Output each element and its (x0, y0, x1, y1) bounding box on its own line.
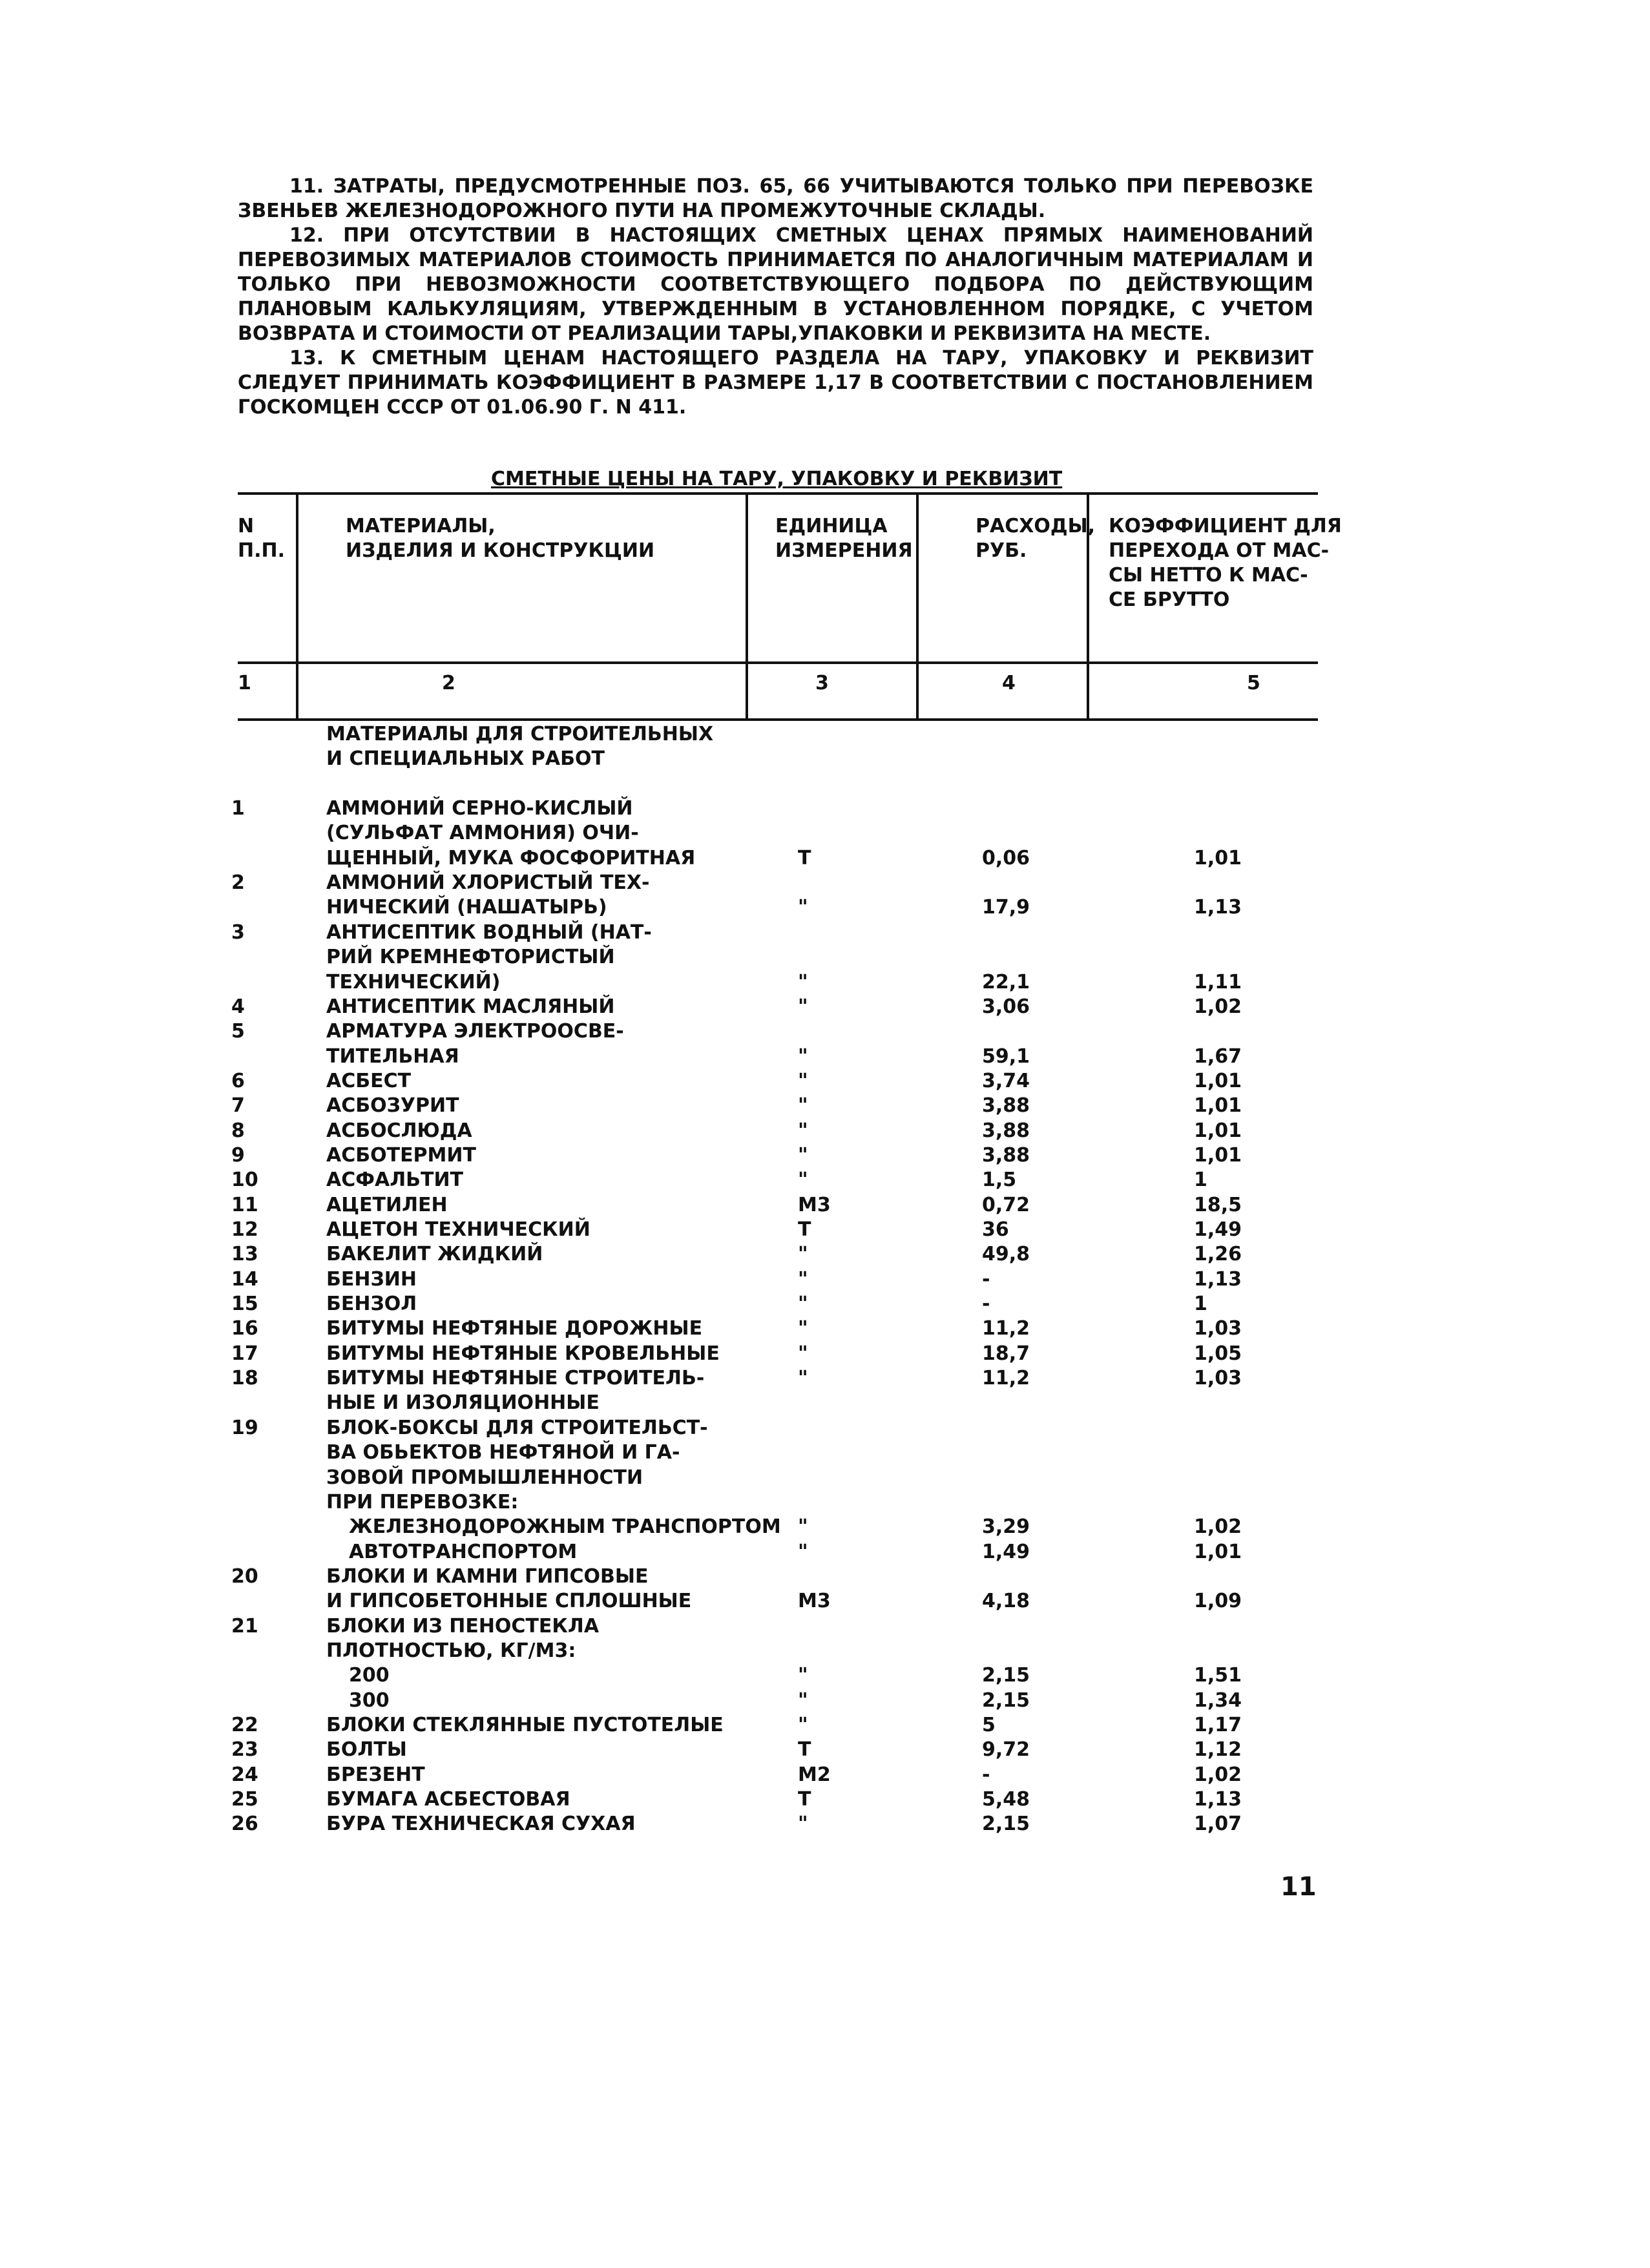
header-name-line: ИЗДЕЛИЯ И КОНСТРУКЦИИ (346, 539, 655, 562)
table-row (0, 1614, 1650, 1639)
row-cost: 3,88 (982, 1094, 1030, 1118)
row-number: 15 (231, 1293, 258, 1316)
table-row (0, 895, 1650, 920)
row-coefficient: 1,03 (1194, 1367, 1242, 1390)
table-row (0, 1019, 1650, 1044)
table-row (0, 1168, 1650, 1192)
row-coefficient: 1,17 (1194, 1714, 1242, 1736)
row-number: 7 (231, 1094, 245, 1118)
table-row (0, 1416, 1650, 1441)
row-material-name: АНТИСЕПТИК МАСЛЯНЫЙ (326, 995, 615, 1018)
row-unit: " (798, 1045, 808, 1068)
row-cost: 4,18 (982, 1590, 1030, 1613)
table-row (0, 1663, 1650, 1688)
row-unit: " (798, 1293, 808, 1316)
table-row (0, 821, 1650, 846)
row-material-name: 300 (349, 1689, 390, 1712)
row-cost: 11,2 (982, 1317, 1030, 1340)
table-row (0, 1242, 1650, 1267)
row-number: 9 (231, 1143, 245, 1167)
header-coef-line: СЫ НЕТТО К МАС- (1109, 564, 1308, 587)
note-13: 13. К СМЕТНЫМ ЦЕНАМ НАСТОЯЩЕГО РАЗДЕЛА НА ТАРУ, УПАКОВКУ И РЕКВИЗИТ СЛЕДУЕТ ПРИНИМАТЬ КОЭФФИЦИЕНТ В РАЗМЕРЕ 1,17 В СООТВЕТСТВИИ С ПОСТАНОВЛЕНИЕМ ГОСКОМЦЕН СССР ОТ 01.06.90 Г. N 411. (238, 347, 1313, 419)
row-number: 26 (231, 1813, 258, 1836)
row-unit: " (798, 1267, 808, 1291)
row-material-name: БЛОКИ СТЕКЛЯННЫЕ ПУСТОТЕЛЫЕ (326, 1714, 724, 1736)
row-cost: 1,49 (982, 1540, 1030, 1563)
row-cost: 3,88 (982, 1119, 1030, 1142)
table-row (0, 1787, 1650, 1812)
row-number: 16 (231, 1317, 258, 1340)
row-cost: 0,06 (982, 846, 1030, 869)
row-number: 6 (231, 1069, 245, 1092)
row-coefficient: 1,67 (1194, 1045, 1242, 1068)
page-number: 11 (1280, 1872, 1317, 1902)
notes-block (238, 174, 1313, 420)
row-number: 24 (231, 1763, 258, 1786)
row-material-name: АЦЕТОН ТЕХНИЧЕСКИЙ (326, 1218, 590, 1241)
row-unit: " (798, 1714, 808, 1736)
header-unit (775, 514, 913, 563)
row-material-name: ТИТЕЛЬНАЯ (326, 1045, 459, 1068)
table-row (0, 747, 1650, 771)
row-material-name: НЫЕ И ИЗОЛЯЦИОННЫЕ (326, 1391, 600, 1415)
row-coefficient: 1,13 (1194, 1267, 1242, 1291)
row-material-name: ЖЕЛЕЗНОДОРОЖНЫМ ТРАНСПОРТОМ (349, 1515, 781, 1539)
table-row (0, 1316, 1650, 1341)
header-unit-line: ИЗМЕРЕНИЯ (775, 539, 913, 562)
row-cost: 49,8 (982, 1243, 1030, 1266)
row-material-name: АВТОТРАНСПОРТОМ (349, 1540, 578, 1563)
row-material-name: ПРИ ПЕРЕВОЗКЕ: (326, 1490, 519, 1514)
row-cost: 3,74 (982, 1069, 1030, 1092)
row-unit: " (798, 1119, 808, 1142)
row-unit: " (798, 1342, 808, 1365)
table-row (0, 796, 1650, 821)
table-row (0, 1045, 1650, 1069)
row-unit: " (798, 1367, 808, 1390)
table-row (0, 1292, 1650, 1316)
row-material-name: АСБОЗУРИТ (326, 1094, 459, 1118)
row-material-name: И СПЕЦИАЛЬНЫХ РАБОТ (326, 747, 605, 771)
row-cost: 5 (982, 1714, 996, 1736)
row-coefficient: 1,03 (1194, 1317, 1242, 1340)
header-coef-line: ПЕРЕХОДА ОТ МАС- (1109, 539, 1330, 562)
row-material-name: БЛОКИ И КАМНИ ГИПСОВЫЕ (326, 1565, 649, 1588)
row-coefficient: 1,26 (1194, 1243, 1242, 1266)
row-coefficient: 1,13 (1194, 1788, 1242, 1811)
row-unit: Т (798, 1788, 811, 1811)
row-cost: - (982, 1763, 990, 1786)
row-number: 2 (231, 871, 245, 895)
row-number: 12 (231, 1218, 258, 1241)
row-material-name: БЕНЗИН (326, 1267, 417, 1291)
header-unit-line: ЕДИНИЦА (775, 515, 888, 537)
row-cost: 22,1 (982, 970, 1030, 994)
row-number: 10 (231, 1169, 258, 1192)
row-cost: 2,15 (982, 1664, 1030, 1687)
row-cost: 5,48 (982, 1788, 1030, 1811)
table-row (0, 722, 1650, 747)
column-divider-3 (916, 494, 919, 720)
row-unit: " (798, 1515, 808, 1539)
table-row (0, 1366, 1650, 1391)
row-number: 23 (231, 1738, 258, 1762)
row-coefficient: 1,01 (1194, 846, 1242, 869)
row-material-name: НИЧЕСКИЙ (НАШАТЫРЬ) (326, 896, 607, 919)
row-number: 19 (231, 1416, 258, 1439)
row-material-name: БАКЕЛИТ ЖИДКИЙ (326, 1243, 543, 1266)
row-material-name: АНТИСЕПТИК ВОДНЫЙ (НАТ- (326, 921, 652, 944)
row-number: 1 (231, 797, 245, 820)
row-material-name: ЗОВОЙ ПРОМЫШЛЕННОСТИ (326, 1466, 643, 1489)
column-divider-1 (296, 494, 298, 720)
header-cost-line: РУБ. (976, 539, 1027, 562)
row-cost: 9,72 (982, 1738, 1030, 1762)
row-coefficient: 1,51 (1194, 1664, 1242, 1687)
row-unit: " (798, 896, 808, 919)
row-cost: 1,5 (982, 1169, 1017, 1192)
table-row (0, 1267, 1650, 1292)
row-unit: " (798, 970, 808, 994)
row-number: 13 (231, 1243, 258, 1266)
header-cost (976, 514, 1095, 563)
header-bottom-rule (238, 661, 1318, 664)
row-unit: " (798, 1094, 808, 1118)
row-coefficient: 1,01 (1194, 1540, 1242, 1563)
table-row (0, 1342, 1650, 1366)
row-cost: - (982, 1267, 990, 1291)
row-material-name: ПЛОТНОСТЬЮ, КГ/М3: (326, 1639, 576, 1662)
row-cost: 36 (982, 1218, 1009, 1241)
row-coefficient: 1,11 (1194, 970, 1242, 994)
note-12: 12. ПРИ ОТСУТСТВИИ В НАСТОЯЩИХ СМЕТНЫХ ЦЕНАХ ПРЯМЫХ НАИМЕНОВАНИЙ ПЕРЕВОЗИМЫХ МАТЕРИАЛОВ СТОИМОСТЬ ПРИНИМАЕТСЯ ПО АНАЛОГИЧНЫМ МАТЕРИАЛАМ И ТОЛЬКО ПРИ НЕВОЗМОЖНОСТИ СООТВЕТСТВУЮЩЕГО ПОДБОРА ПО ДЕЙСТВУЮЩИМ ПЛАНОВЫМ КАЛЬКУЛЯЦИЯМ, УТВЕРЖДЕННЫМ В УСТАНОВЛЕННОМ ПОРЯДКЕ, С УЧЕТОМ ВОЗВРАТА И СТОИМОСТИ ОТ РЕАЛИЗАЦИИ ТАРЫ,УПАКОВКИ И РЕКВИЗИТА НА МЕСТЕ. (238, 224, 1313, 345)
row-coefficient: 1,13 (1194, 896, 1242, 919)
row-unit: " (798, 1664, 808, 1687)
table-row (0, 1391, 1650, 1415)
row-cost: - (982, 1293, 990, 1316)
table-row (0, 1713, 1650, 1738)
row-cost: 17,9 (982, 896, 1030, 919)
header-n-line: П.П. (238, 539, 286, 562)
row-material-name: АСФАЛЬТИТ (326, 1169, 464, 1192)
row-material-name: БИТУМЫ НЕФТЯНЫЕ ДОРОЖНЫЕ (326, 1317, 703, 1340)
row-unit: М2 (798, 1763, 831, 1786)
row-unit: Т (798, 1738, 811, 1762)
table-row (0, 1490, 1650, 1515)
row-material-name: АСБОТЕРМИТ (326, 1143, 476, 1167)
table-row (0, 1540, 1650, 1565)
row-cost: 2,15 (982, 1813, 1030, 1836)
table-row (0, 772, 1650, 796)
header-coef (1109, 514, 1342, 612)
colnum-bottom-rule (238, 718, 1318, 721)
row-material-name: ЩЕННЫЙ, МУКА ФОСФОРИТНАЯ (326, 846, 696, 869)
row-coefficient: 1 (1194, 1169, 1207, 1192)
row-number: 25 (231, 1788, 258, 1811)
row-number: 20 (231, 1565, 258, 1588)
row-coefficient: 1,02 (1194, 1763, 1242, 1786)
table-row (0, 1069, 1650, 1094)
row-cost: 3,06 (982, 995, 1030, 1018)
table-row (0, 995, 1650, 1019)
table-row (0, 1763, 1650, 1787)
row-number: 11 (231, 1193, 258, 1216)
row-number: 14 (231, 1267, 258, 1291)
row-coefficient: 1,01 (1194, 1094, 1242, 1118)
row-material-name: БЕНЗОЛ (326, 1293, 417, 1316)
header-n-line: N (238, 515, 255, 537)
table-row (0, 1143, 1650, 1168)
table-row (0, 1441, 1650, 1465)
row-material-name: АММОНИЙ ХЛОРИСТЫЙ ТЕХ- (326, 871, 650, 895)
row-cost: 0,72 (982, 1193, 1030, 1216)
row-cost: 3,29 (982, 1515, 1030, 1539)
row-coefficient: 1,01 (1194, 1119, 1242, 1142)
row-coefficient: 1,12 (1194, 1738, 1242, 1762)
row-material-name: БУМАГА АСБЕСТОВАЯ (326, 1788, 570, 1811)
row-material-name: 200 (349, 1664, 390, 1687)
table-row (0, 1812, 1650, 1836)
row-material-name: АСБОСЛЮДА (326, 1119, 472, 1142)
header-cost-line: РАСХОДЫ, (976, 515, 1096, 537)
row-number: 4 (231, 995, 245, 1018)
table-row (0, 1193, 1650, 1218)
row-unit: " (798, 1540, 808, 1563)
row-coefficient: 1,07 (1194, 1813, 1242, 1836)
table-top-rule (238, 492, 1318, 495)
row-unit: " (798, 1689, 808, 1712)
column-number-3: 3 (815, 672, 829, 694)
column-number-2: 2 (442, 672, 455, 694)
row-material-name: (СУЛЬФАТ АММОНИЯ) ОЧИ- (326, 822, 639, 845)
row-coefficient: 1,01 (1194, 1069, 1242, 1092)
row-material-name: БРЕЗЕНТ (326, 1763, 425, 1786)
row-unit: " (798, 995, 808, 1018)
row-material-name: АСБЕСТ (326, 1069, 412, 1092)
row-unit: " (798, 1169, 808, 1192)
row-cost: 11,2 (982, 1367, 1030, 1390)
row-unit: Т (798, 1218, 811, 1241)
row-coefficient: 1,01 (1194, 1143, 1242, 1167)
table-row (0, 1515, 1650, 1539)
table-row (0, 1094, 1650, 1118)
column-number-1: 1 (238, 672, 251, 694)
row-material-name: БУРА ТЕХНИЧЕСКАЯ СУХАЯ (326, 1813, 636, 1836)
row-material-name: АРМАТУРА ЭЛЕКТРООСВЕ- (326, 1020, 624, 1043)
header-name (346, 514, 654, 563)
table-row (0, 921, 1650, 945)
row-number: 21 (231, 1614, 258, 1638)
row-material-name: АЦЕТИЛЕН (326, 1193, 448, 1216)
row-unit: " (798, 1243, 808, 1266)
table-row (0, 945, 1650, 970)
row-number: 3 (231, 921, 245, 944)
table-row (0, 871, 1650, 895)
table-row (0, 846, 1650, 871)
row-material-name: БОЛТЫ (326, 1738, 407, 1762)
row-coefficient: 18,5 (1194, 1193, 1242, 1216)
row-material-name: БЛОКИ ИЗ ПЕНОСТЕКЛА (326, 1614, 600, 1638)
row-material-name: БИТУМЫ НЕФТЯНЫЕ СТРОИТЕЛЬ- (326, 1367, 705, 1390)
row-cost: 59,1 (982, 1045, 1030, 1068)
table-row (0, 970, 1650, 995)
table-row (0, 1218, 1650, 1242)
row-unit: " (798, 1069, 808, 1092)
header-coef-line: КОЭФФИЦИЕНТ ДЛЯ (1109, 515, 1342, 537)
row-material-name: И ГИПСОБЕТОННЫЕ СПЛОШНЫЕ (326, 1590, 692, 1613)
note-11: 11. ЗАТРАТЫ, ПРЕДУСМОТРЕННЫЕ ПОЗ. 65, 66 УЧИТЫВАЮТСЯ ТОЛЬКО ПРИ ПЕРЕВОЗКЕ ЗВЕНЬЕВ ЖЕЛЕЗНОДОРОЖНОГО ПУТИ НА ПРОМЕЖУТОЧНЫЕ СКЛАДЫ. (238, 175, 1313, 222)
header-name-line: МАТЕРИАЛЫ, (346, 515, 496, 537)
row-number: 18 (231, 1367, 258, 1390)
row-material-name: ВА ОБЬЕКТОВ НЕФТЯНОЙ И ГА- (326, 1441, 680, 1464)
header-coef-line: СЕ БРУТТО (1109, 588, 1230, 611)
row-number: 17 (231, 1342, 258, 1365)
row-coefficient: 1,05 (1194, 1342, 1242, 1365)
row-material-name: АММОНИЙ СЕРНО-КИСЛЫЙ (326, 797, 633, 820)
column-divider-2 (746, 494, 748, 720)
table-row (0, 1738, 1650, 1762)
header-n (238, 514, 285, 563)
row-unit: " (798, 1813, 808, 1836)
row-cost: 18,7 (982, 1342, 1030, 1365)
row-unit: М3 (798, 1590, 831, 1613)
row-coefficient: 1 (1194, 1293, 1207, 1316)
column-number-4: 4 (1002, 672, 1016, 694)
row-coefficient: 1,34 (1194, 1689, 1242, 1712)
table-row (0, 1639, 1650, 1663)
column-number-5: 5 (1247, 672, 1260, 694)
row-material-name: РИЙ КРЕМНЕФТОРИСТЫЙ (326, 946, 615, 969)
row-cost: 2,15 (982, 1689, 1030, 1712)
table-title: СМЕТНЫЕ ЦЕНЫ НА ТАРУ, УПАКОВКУ И РЕКВИЗИТ (491, 468, 1063, 490)
row-coefficient: 1,02 (1194, 1515, 1242, 1539)
row-number: 8 (231, 1119, 245, 1142)
row-coefficient: 1,02 (1194, 995, 1242, 1018)
row-unit: " (798, 1143, 808, 1167)
row-number: 5 (231, 1020, 245, 1043)
row-material-name: БЛОК-БОКСЫ ДЛЯ СТРОИТЕЛЬСТ- (326, 1416, 708, 1439)
table-row (0, 1589, 1650, 1614)
table-row (0, 1119, 1650, 1143)
row-material-name: ТЕХНИЧЕСКИЙ) (326, 970, 501, 994)
row-unit: М3 (798, 1193, 831, 1216)
row-material-name: БИТУМЫ НЕФТЯНЫЕ КРОВЕЛЬНЫЕ (326, 1342, 720, 1365)
table-row (0, 1466, 1650, 1490)
row-unit: " (798, 1317, 808, 1340)
row-unit: Т (798, 846, 811, 869)
table-row (0, 1689, 1650, 1713)
row-number: 22 (231, 1714, 258, 1736)
table-row (0, 1565, 1650, 1589)
row-coefficient: 1,09 (1194, 1590, 1242, 1613)
row-cost: 3,88 (982, 1143, 1030, 1167)
row-material-name: МАТЕРИАЛЫ ДЛЯ СТРОИТЕЛЬНЫХ (326, 723, 714, 745)
row-coefficient: 1,49 (1194, 1218, 1242, 1241)
